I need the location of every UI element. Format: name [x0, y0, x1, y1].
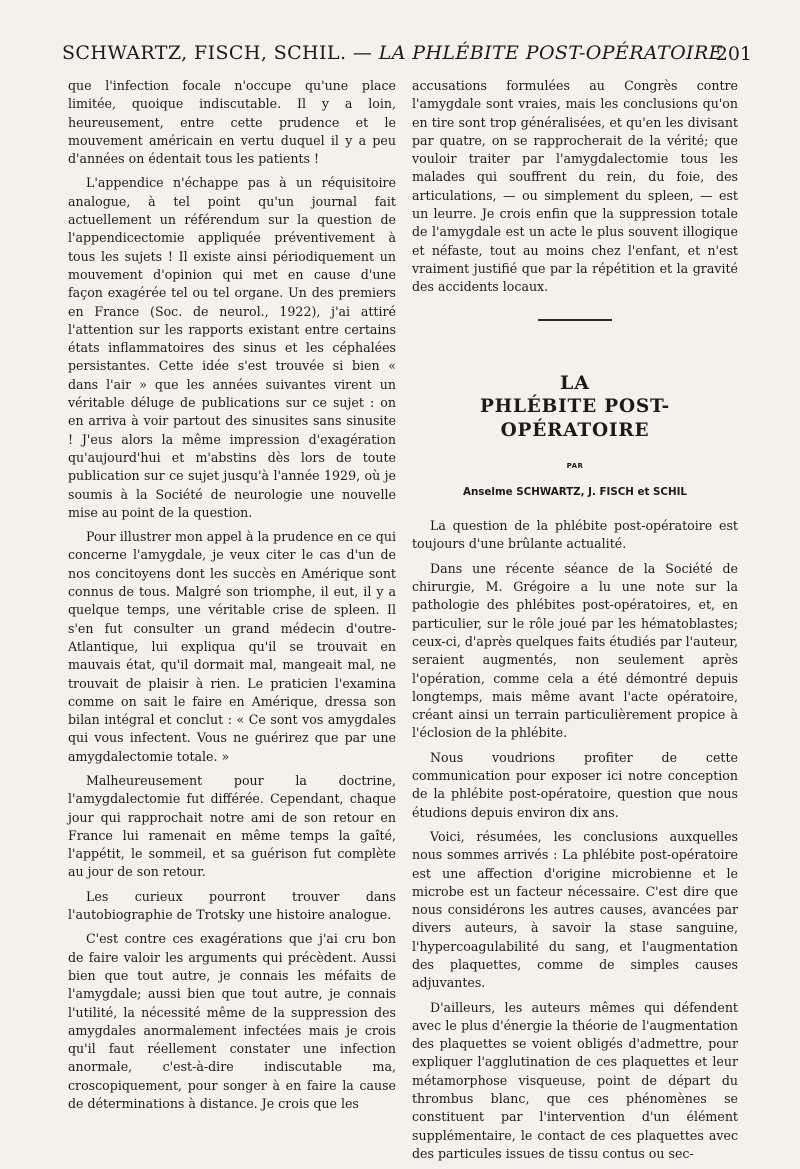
- paragraph: Nous voudrions profiter de cette communication pour exposer ici notre conception de la phlébite post-opératoire, question que nous étudions depuis environ dix ans.: [412, 749, 738, 820]
- paragraph: C'est contre ces exagérations que j'ai cru bon de faire valoir les arguments qui précèdent. Aussi bien que tout autre, je connais les méfaits de l'amygdale; aussi bien que tout autre, je connais l'utilité, la nécessité même de la suppression des amygdales anormalement infectées mais je crois qu'il faut réellement constater une infection anormale, c'est-à-dire indiscutable ma, croscopiquement, pour songer à en faire la cause de déterminations à distance. Je crois que les: [68, 931, 396, 1112]
- left-column: [68, 77, 396, 1119]
- section-divider: [538, 319, 612, 321]
- paragraph: Les curieux pourront trouver dans l'autobiographie de Trotsky une histoire analogue.: [68, 888, 396, 923]
- running-head-separator: —: [346, 42, 379, 64]
- paragraph: D'ailleurs, les auteurs mêmes qui défendent avec le plus d'énergie la théorie de l'augmentation des plaquettes se voient obligés d'admettre, pour expliquer l'agglutination de ces plaquettes et leur métamorphose visqueuse, point de départ du thrombus blanc, que ces phénomènes se constituent par l'intervention d'un élément supplémentaire, le contact de ces plaquettes avec des particules issues de tissu contus ou sec-: [412, 999, 738, 1161]
- running-head: [62, 42, 752, 74]
- running-head-authors: SCHWARTZ, FISCH, SCHIL.: [62, 42, 347, 64]
- article-title-prefix: LA: [559, 371, 591, 394]
- article-body: [412, 517, 738, 1163]
- paragraph: Voici, résumées, les conclusions auxquelles nous sommes arrivés : La phlébite post-opératoire est une affection d'origine microbienne et le microbe est un facteur nécessaire. C'est dire que nous considérons les autres causes, avancées par divers auteurs, à savoir la stase sanguine, l'hypercoagulabilité du sang, et l'augmentation des plaquettes, comme de simples causes adjuvantes.: [412, 828, 738, 991]
- paragraph: L'appendice n'échappe pas à un réquisitoire analogue, à tel point qu'un journal fait actuellement un référendum sur la question de l'appendicectomie appliquée préventivement à tous les sujets ! Il existe ainsi périodiquement un mouvement d'opinion qui met en cause d'une façon exagérée tel ou tel organe. Un des premiers en France (Soc. de neurol., 1922), j'ai attiré l'attention sur les rapports existant entre certains états inflammatoires des sinus et les céphalées persistantes. Cette idée s'est trouvée si bien « dans l'air » que les années suivantes virent un véritable déluge de publications sur ce sujet : on en arriva à voir partout des sinusites sans sinusite ! J'eus alors la même impression d'exagération qu'aujourd'hui et m'abstins dès lors de toute publication sur ce sujet jusqu'à l'année 1929, où je soumis à la Société de neurologie une nouvelle mise au point de la question.: [68, 175, 396, 520]
- paragraph: Malheureusement pour la doctrine, l'amygdalectomie fut différée. Cependant, chaque jour qui rapprochait notre ami de son retour en France lui ramenait en même temps la gaîté, l'appétit, le sommeil, et sa guérison fut complète au jour de son retour.: [68, 772, 396, 880]
- paragraph: Pour illustrer mon appel à la prudence en ce qui concerne l'amygdale, je veux citer le cas d'un de nos concitoyens dont les succès en Amérique sont connus de tous. Malgré son triomphe, il eut, il y a quelque temps, une véritable crise de spleen. Il s'en fut consulter un grand médecin d'outre-Atlantique, lui expliqua qu'il se trouvait en mauvais état, qu'il dormait mal, mangeait mal, ne trouvait de plaisir à rien. Le praticien l'examina comme on sait le faire en Amérique, dressa son bilan intégral et conclut : « Ce sont vos amygdales qui vous infectent. Vous ne guérirez que par une amygdalectomie totale. »: [68, 529, 396, 764]
- running-title: [62, 42, 723, 64]
- byline-par: PAR: [566, 461, 584, 470]
- continued-paragraph: accusations formulées au Congrès contre l'amygdale sont vraies, mais les conclusions qu'on en tire sont trop généralisées, et qu'en les divisant par quatre, on se rapprocherait de la vérité; que vouloir traiter par l'amygdalectomie tous les malades qui souffrent du rein, du foie, des articulations, — ou simplement du spleen, — est un leurre. Je crois enfin que la suppression totale de l'amygdale est un acte le plus souvent illogique et néfaste, tout au moins chez l'enfant, et n'est vraiment justifié que par la répétition et la gravité des accidents locaux.: [412, 78, 738, 295]
- page-number: 201: [715, 43, 752, 65]
- paragraph: que l'infection focale n'occupe qu'une place limitée, quoique indiscutable. Il y a loin, heureusement, entre cette prudence et le mouvement américain en vertu duquel il y a peu d'années on édentait tous les patients !: [68, 78, 396, 167]
- right-column: [412, 77, 738, 1169]
- paragraph: Dans une récente séance de la Société de chirurgie, M. Grégoire a lu une note sur la pathologie des phlébites post-opératoires, et, en particulier, sur le rôle joué par les hématoblastes; ceux-ci, d'après quelques faits étudiés par l'auteur, seraient augmentés, non seulement après l'opération, comme cela a été démontré depuis longtemps, mais même avant l'acte opératoire, créant ainsi un terrain particulièrement propice à l'éclosion de la phlébite.: [412, 560, 738, 741]
- article-authors: Anselme SCHWARTZ, J. FISCH et SCHIL: [463, 485, 687, 498]
- paragraph: La question de la phlébite post-opératoire est toujours d'une brûlante actualité.: [412, 518, 738, 552]
- article-title: PHLÉBITE POST-OPÉRATOIRE: [479, 395, 671, 441]
- running-head-article: LA PHLÉBITE POST-OPÉRATOIRE: [378, 42, 723, 64]
